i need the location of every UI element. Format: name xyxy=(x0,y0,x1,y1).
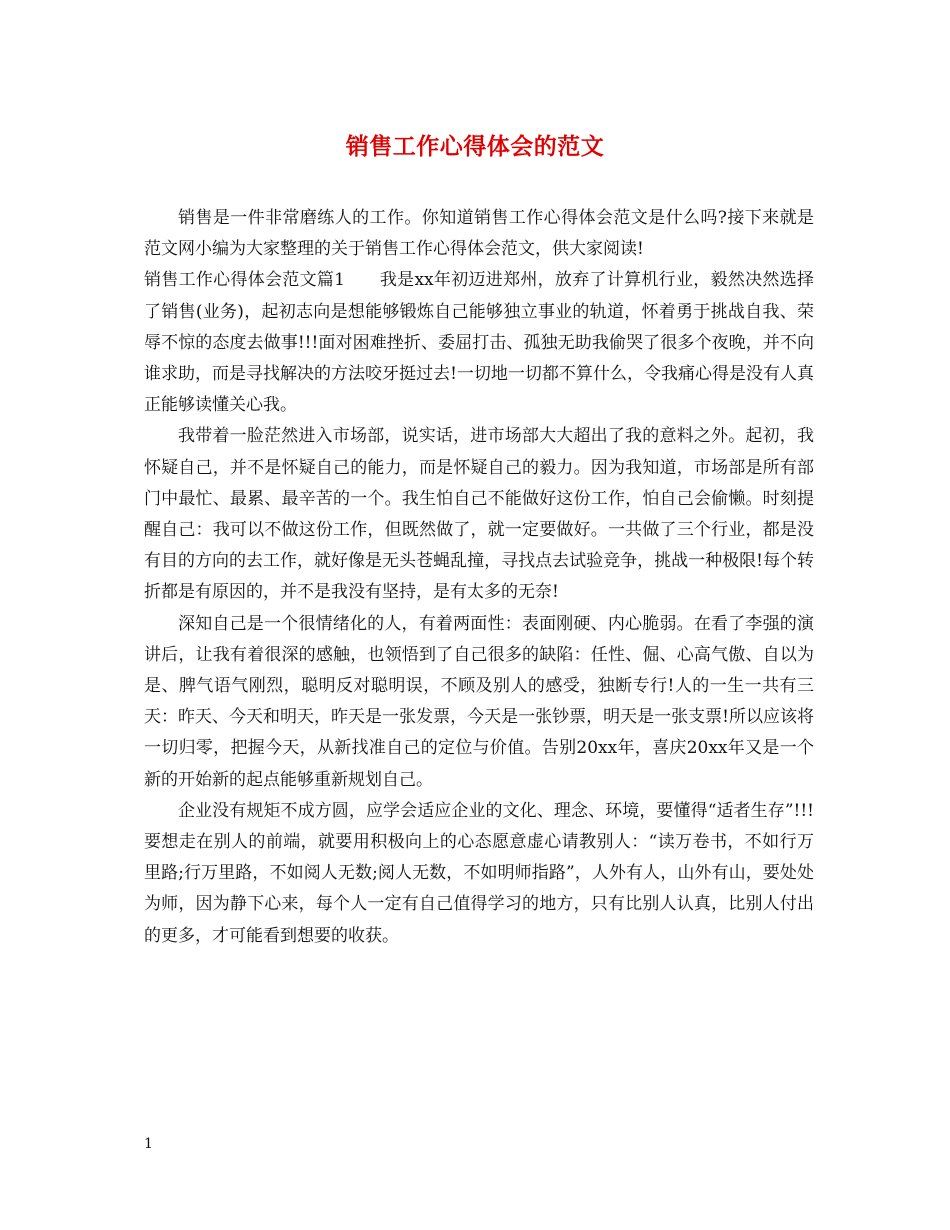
page-number: 1 xyxy=(144,1136,153,1152)
paragraph-1: 销售工作心得体会范文篇1 我是xx年初迈进郑州，放弃了计算机行业，毅然决然选择了销售(业务)，起初志向是想能够锻炼自己能够独立事业的轨道，怀着勇于挑战自我、荣辱不惊的态度去做事!!!面对困难挫折、委屈打击、孤独无助我偷哭了很多个夜晚，并不向谁求助，而是寻找解决的方法咬牙挺过去!一切地一切都不算什么，令我痛心得是没有人真正能够读懂关心我。 xyxy=(144,270,814,416)
paragraph-2: 我带着一脸茫然进入市场部，说实话，进市场部大大超出了我的意料之外。起初，我怀疑自己，并不是怀疑自己的能力，而是怀疑自己的毅力。因为我知道，市场部是所有部门中最忙、最累、最辛苦的一个。我生怕自己不能做好这份工作，怕自己会偷懒。时刻提醒自己：我可以不做这份工作，但既然做了，就一定要做好。一共做了三个行业，都是没有目的方向的去工作，就好像是无头苍蝇乱撞，寻找点去试验竞争，挑战一种极限!每个转折都是有原因的，并不是我没有坚持，是有太多的无奈! xyxy=(144,426,814,603)
document-body xyxy=(144,203,814,952)
document-title: 销售工作心得体会的范文 xyxy=(345,133,605,160)
paragraph-intro: 销售是一件非常磨练人的工作。你知道销售工作心得体会范文是什么吗?接下来就是范文网小编为大家整理的关于销售工作心得体会范文，供大家阅读! xyxy=(144,208,814,260)
paragraph-4: 企业没有规矩不成方圆，应学会适应企业的文化、理念、环境，要懂得“适者生存”!!!要想走在别人的前端，就要用积极向上的心态愿意虚心请教别人：“读万卷书，不如行万里路;行万里路，不如阅人无数;阅人无数，不如明师指路”，人外有人，山外有山，要处处为师，因为静下心来，每个人一定有自己值得学习的地方，只有比别人认真，比别人付出的更多，才可能看到想要的收获。 xyxy=(144,800,814,946)
paragraph-3: 深知自己是一个很情绪化的人，有着两面性：表面刚硬、内心脆弱。在看了李强的演讲后，让我有着很深的感触，也领悟到了自己很多的缺陷：任性、倔、心高气傲、自以为是、脾气语气刚烈，聪明反对聪明误，不顾及别人的感受，独断专行!人的一生一共有三天：昨天、今天和明天，昨天是一张发票，今天是一张钞票，明天是一张支票!所以应该将一切归零，把握今天，从新找准自己的定位与价值。告别20xx年，喜庆20xx年又是一个新的开始新的起点能够重新规划自己。 xyxy=(144,613,814,790)
